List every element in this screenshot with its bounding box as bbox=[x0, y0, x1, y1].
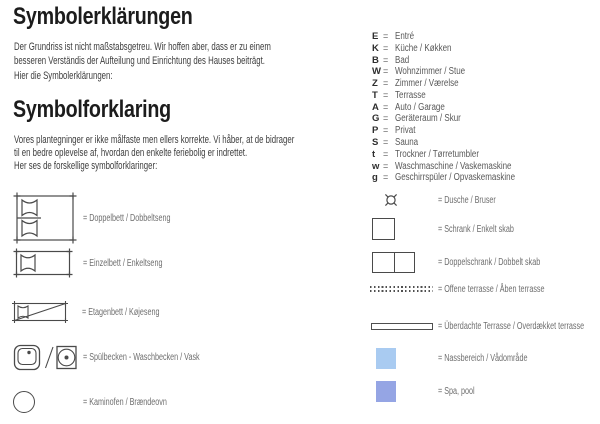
legend-label: = Etagenbett / Køjeseng bbox=[82, 306, 160, 318]
legend-row-covered-terrace bbox=[371, 321, 600, 332]
room-label: Entré bbox=[395, 31, 415, 42]
legend-row-bunk-bed bbox=[12, 300, 190, 324]
room-label: Geräteraum / Skur bbox=[395, 113, 461, 125]
room-label: Geschirrspüler / Opvaskemaskine bbox=[395, 172, 516, 184]
danish-section-title: Symbolforklaring bbox=[13, 96, 171, 123]
room-letter: P bbox=[372, 125, 379, 137]
equals-sign: = bbox=[383, 89, 389, 100]
equals-sign: = bbox=[383, 31, 389, 41]
room-letter: g bbox=[372, 172, 378, 184]
legend-label: = Dusche / Bruser bbox=[438, 194, 496, 206]
double-bed-icon bbox=[13, 192, 83, 244]
room-label: Küche / Køkken bbox=[395, 42, 452, 54]
paragraph-line: til en bedre oplevelse af, hvordan den enkelte feriebolig er indrettet. bbox=[14, 146, 248, 159]
legend-row-single-cabinet bbox=[372, 218, 543, 240]
single-bed-icon bbox=[13, 248, 83, 278]
equals-sign: = bbox=[383, 42, 389, 53]
letter-code-row bbox=[372, 125, 545, 137]
room-letter: B bbox=[372, 54, 379, 66]
letter-code-row bbox=[372, 113, 545, 125]
room-letter: G bbox=[372, 113, 380, 125]
room-letter: K bbox=[372, 42, 379, 54]
shower-icon bbox=[372, 192, 438, 208]
room-label: Bad bbox=[395, 54, 410, 66]
room-letter: S bbox=[372, 137, 379, 149]
equals-sign: = bbox=[383, 125, 389, 136]
german-section-title: Symbolerklärungen bbox=[13, 3, 193, 30]
legend-label: = Spülbecken - Waschbecken / Vask bbox=[83, 352, 200, 363]
paragraph-line: Her ses de forskellige symbolforklaringer: bbox=[14, 159, 158, 172]
legend-label: = Überdachte Terrasse / Overdækket terrasse bbox=[438, 321, 585, 332]
equals-sign: = bbox=[383, 148, 389, 159]
room-letter: T bbox=[372, 89, 378, 101]
legend-row-double-bed bbox=[13, 193, 204, 243]
german-intro-paragraph bbox=[14, 40, 376, 83]
letter-code-row bbox=[372, 90, 545, 102]
legend-label: = Offene terrasse / Åben terrasse bbox=[438, 283, 545, 295]
danish-intro-paragraph bbox=[14, 134, 409, 173]
paragraph-line: Vores plantegninger er ikke målfaste men ellers korrekte. Vi håber, at de bidrager bbox=[14, 134, 295, 146]
room-label: Auto / Garage bbox=[395, 101, 445, 113]
letter-code-row bbox=[372, 55, 545, 67]
letter-code-row bbox=[372, 102, 545, 114]
letter-code-row bbox=[372, 31, 545, 43]
room-label: Trockner / Tørretumbler bbox=[395, 148, 480, 160]
paragraph-line: besseren Verständis der Aufteilung und Einrichtung des Hauses beiträgt. bbox=[14, 55, 265, 68]
legend-row-double-cabinet bbox=[372, 252, 580, 273]
legend-label: = Doppelbett / Dobbeltseng bbox=[83, 212, 171, 224]
legend-label: = Schrank / Enkelt skab bbox=[438, 223, 514, 235]
legend-label: = Einzelbett / Enkeltseng bbox=[83, 257, 163, 269]
legend-label: = Nassbereich / Vådområde bbox=[438, 353, 528, 364]
room-label: Privat bbox=[395, 125, 416, 137]
letter-code-row bbox=[372, 149, 545, 161]
equals-sign: = bbox=[383, 66, 389, 77]
room-letter: t bbox=[372, 148, 376, 160]
room-label: Waschmaschine / Vaskemaskine bbox=[395, 160, 512, 172]
room-letter: A bbox=[372, 101, 379, 113]
single-cabinet-icon bbox=[372, 218, 438, 240]
letter-code-row bbox=[372, 137, 545, 149]
kitchen-sink-washbasin-icon bbox=[13, 344, 83, 371]
wet-area-swatch bbox=[372, 348, 438, 369]
letter-code-row bbox=[372, 161, 545, 173]
room-letter: W bbox=[372, 66, 381, 78]
legend-label: = Spa, pool bbox=[438, 386, 475, 397]
equals-sign: = bbox=[383, 78, 389, 89]
letter-code-row bbox=[372, 172, 545, 184]
legend-row-open-terrace bbox=[370, 283, 586, 295]
double-cabinet-icon bbox=[372, 252, 438, 273]
legend-label: = Doppelschrank / Dobbelt skab bbox=[438, 257, 541, 268]
legend-label: = Kaminofen / Brændeovn bbox=[83, 396, 167, 408]
room-letter: w bbox=[372, 160, 380, 172]
equals-sign: = bbox=[383, 113, 389, 124]
paragraph-line: Der Grundriss ist nicht maßstabsgetreu. Wir hoffen aber, dass er zu einem bbox=[14, 41, 271, 53]
letter-code-row bbox=[372, 78, 545, 90]
open-terrace-dotted-icon bbox=[370, 286, 438, 292]
room-label: Sauna bbox=[395, 137, 419, 149]
legend-row-sinks bbox=[13, 344, 245, 371]
legend-row-single-bed bbox=[13, 248, 193, 278]
room-letter: Z bbox=[372, 78, 378, 90]
legend-row-wet-area bbox=[372, 348, 562, 369]
room-label: Zimmer / Værelse bbox=[395, 78, 459, 90]
covered-terrace-bar-icon bbox=[371, 323, 438, 330]
room-letter: E bbox=[372, 31, 379, 42]
equals-sign: = bbox=[383, 172, 389, 183]
room-label: Terrasse bbox=[395, 89, 426, 101]
equals-sign: = bbox=[383, 54, 389, 65]
letter-code-row bbox=[372, 66, 545, 78]
equals-sign: = bbox=[383, 160, 389, 171]
wood-stove-icon bbox=[13, 391, 83, 413]
equals-sign: = bbox=[383, 137, 389, 148]
legend-row-spa-pool bbox=[372, 381, 489, 402]
room-letter-code-list bbox=[372, 31, 545, 184]
letter-code-row bbox=[372, 43, 545, 55]
legend-row-shower bbox=[372, 192, 518, 208]
bunk-bed-icon bbox=[12, 300, 82, 324]
spa-pool-swatch bbox=[372, 381, 438, 402]
equals-sign: = bbox=[383, 101, 389, 112]
paragraph-line: Hier die Symbolerklärungen: bbox=[14, 69, 113, 82]
room-label: Wohnzimmer / Stue bbox=[395, 66, 466, 78]
legend-row-stove bbox=[13, 391, 199, 413]
